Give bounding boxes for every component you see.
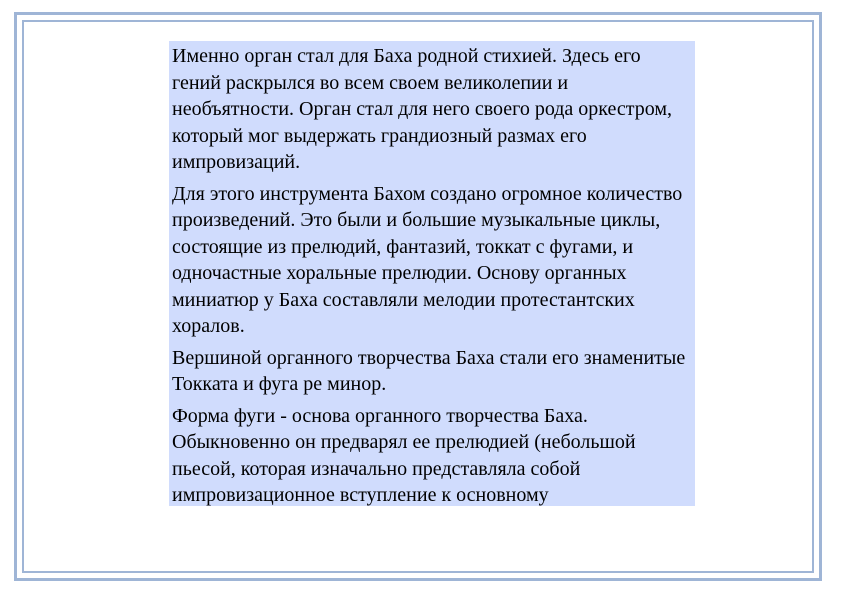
- paragraph-organ-element: Именно орган стал для Баха родной стихией. Здесь его гений раскрылся во всем своем великолепии и необъятности. Орган стал для него своего рода оркестром, который мог выдержать грандиозный размах его импровизаций.: [172, 45, 673, 173]
- paragraph-toccata-fugue: Вершиной органного творчества Баха стали его знаменитые Токката и фуга ре минор.: [172, 346, 686, 395]
- paragraph-fugue-form: Форма фуги - основа органного творчества Баха. Обыкновенно он предварял ее прелюдией (небольшой пьесой, которая изначально представляла собой импровизационное вступление к основному: [172, 404, 636, 506]
- paragraph-organ-works: Для этого инструмента Бахом создано огромное количество произведений. Это были и большие музыкальные циклы, состоящие из прелюдий, фантазий, токкат с фугами, и одночастные хоральные прелюдии. Основу органных миниатюр у Баха составляли мелодии протестантских хоралов.: [172, 182, 683, 337]
- text-box: [169, 41, 695, 506]
